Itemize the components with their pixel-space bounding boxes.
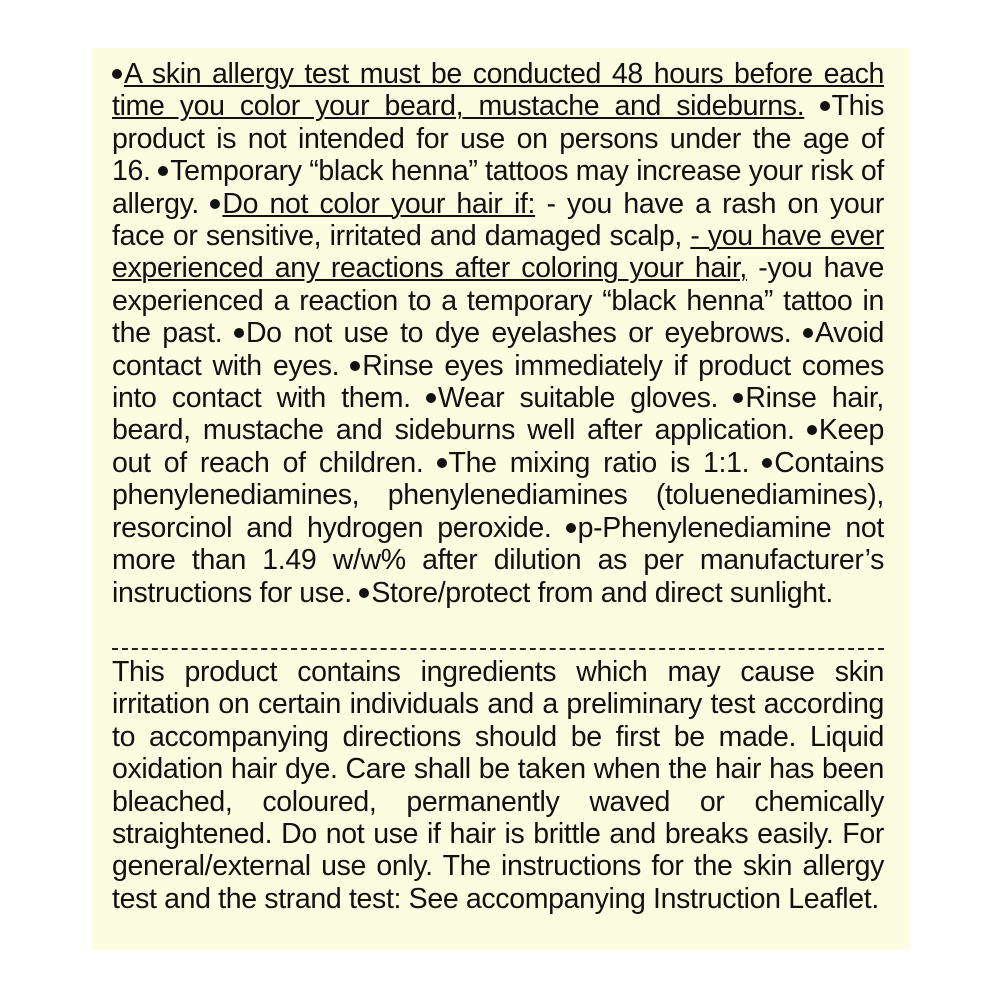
allergy-test-warning: A skin allergy test must be conducted 48 hours before each time you color your beard, mustache and sideburns.: [112, 58, 884, 123]
age-warning: This product is not intended for use on persons under the age of 16.: [112, 90, 884, 188]
storage-warning: Store/protect from and direct sunlight.: [371, 576, 833, 609]
rinse-eyes-warning: Rinse eyes immediately if product comes into contact with them.: [112, 349, 884, 415]
bullet-icon: [350, 361, 360, 371]
bullet-icon: [803, 328, 813, 338]
bullet-icon: [820, 101, 830, 111]
bullet-icon: [158, 166, 168, 176]
mixing-ratio: The mixing ratio is 1:1.: [448, 446, 750, 479]
bullet-icon: [733, 393, 743, 403]
warnings-block: [112, 58, 884, 609]
dashed-divider: [112, 648, 884, 650]
bullet-icon: [359, 588, 369, 598]
children-warning: Keep out of reach of children.: [112, 414, 884, 479]
contains-ingredients: Contains phenylenediamines, phenylenediamines (toluenediamines), resorcinol and hydrogen peroxide.: [112, 446, 884, 544]
bullet-icon: [807, 425, 817, 435]
bullet-icon: [210, 199, 220, 209]
notice-paragraph: This product contains ingredients which may cause skin irritation on certain individuals and a preliminary test according to accompanying directions should be first be made. Liquid oxidation hair dye. Care shall be taken when the hair has been bleached, coloured, permanently waved or chemically straightened. Do not use if hair is brittle and breaks easily. For general/external use only. The instructions for the skin allergy test and the strand test: See accompanying Instruction Leaflet.: [112, 656, 884, 915]
label-panel: [92, 48, 910, 950]
bullet-icon: [112, 69, 122, 79]
bullet-icon: [762, 458, 772, 468]
bullet-icon: [437, 458, 447, 468]
condition-henna-reaction: -you have experienced a reaction to a temporary “black henna” tattoo in the past.: [112, 252, 885, 350]
bullet-icon: [426, 393, 436, 403]
do-not-color-heading: Do not color your hair if:: [222, 187, 536, 220]
rinse-hair-warning: Rinse hair, beard, mustache and sideburns well after application.: [112, 382, 884, 447]
eyelashes-warning: Do not use to dye eyelashes or eyebrows.: [245, 317, 792, 350]
condition-rash: - you have a rash on your face or sensitive, irritated and damaged scalp,: [112, 187, 885, 253]
black-henna-warning: Temporary “black henna” tattoos may increase your risk of allergy.: [112, 155, 884, 220]
condition-reactions: - you have ever experienced any reactions after coloring your hair,: [112, 220, 884, 285]
ppd-limit: p-Phenylenediamine not more than 1.49 w/w% after dilution as per manufacturer’s instructions for use.: [112, 511, 885, 609]
avoid-eyes-warning: Avoid contact with eyes.: [112, 317, 884, 382]
gloves-warning: Wear suitable gloves.: [438, 382, 719, 415]
bullet-icon: [234, 328, 244, 338]
bullet-icon: [566, 523, 576, 533]
